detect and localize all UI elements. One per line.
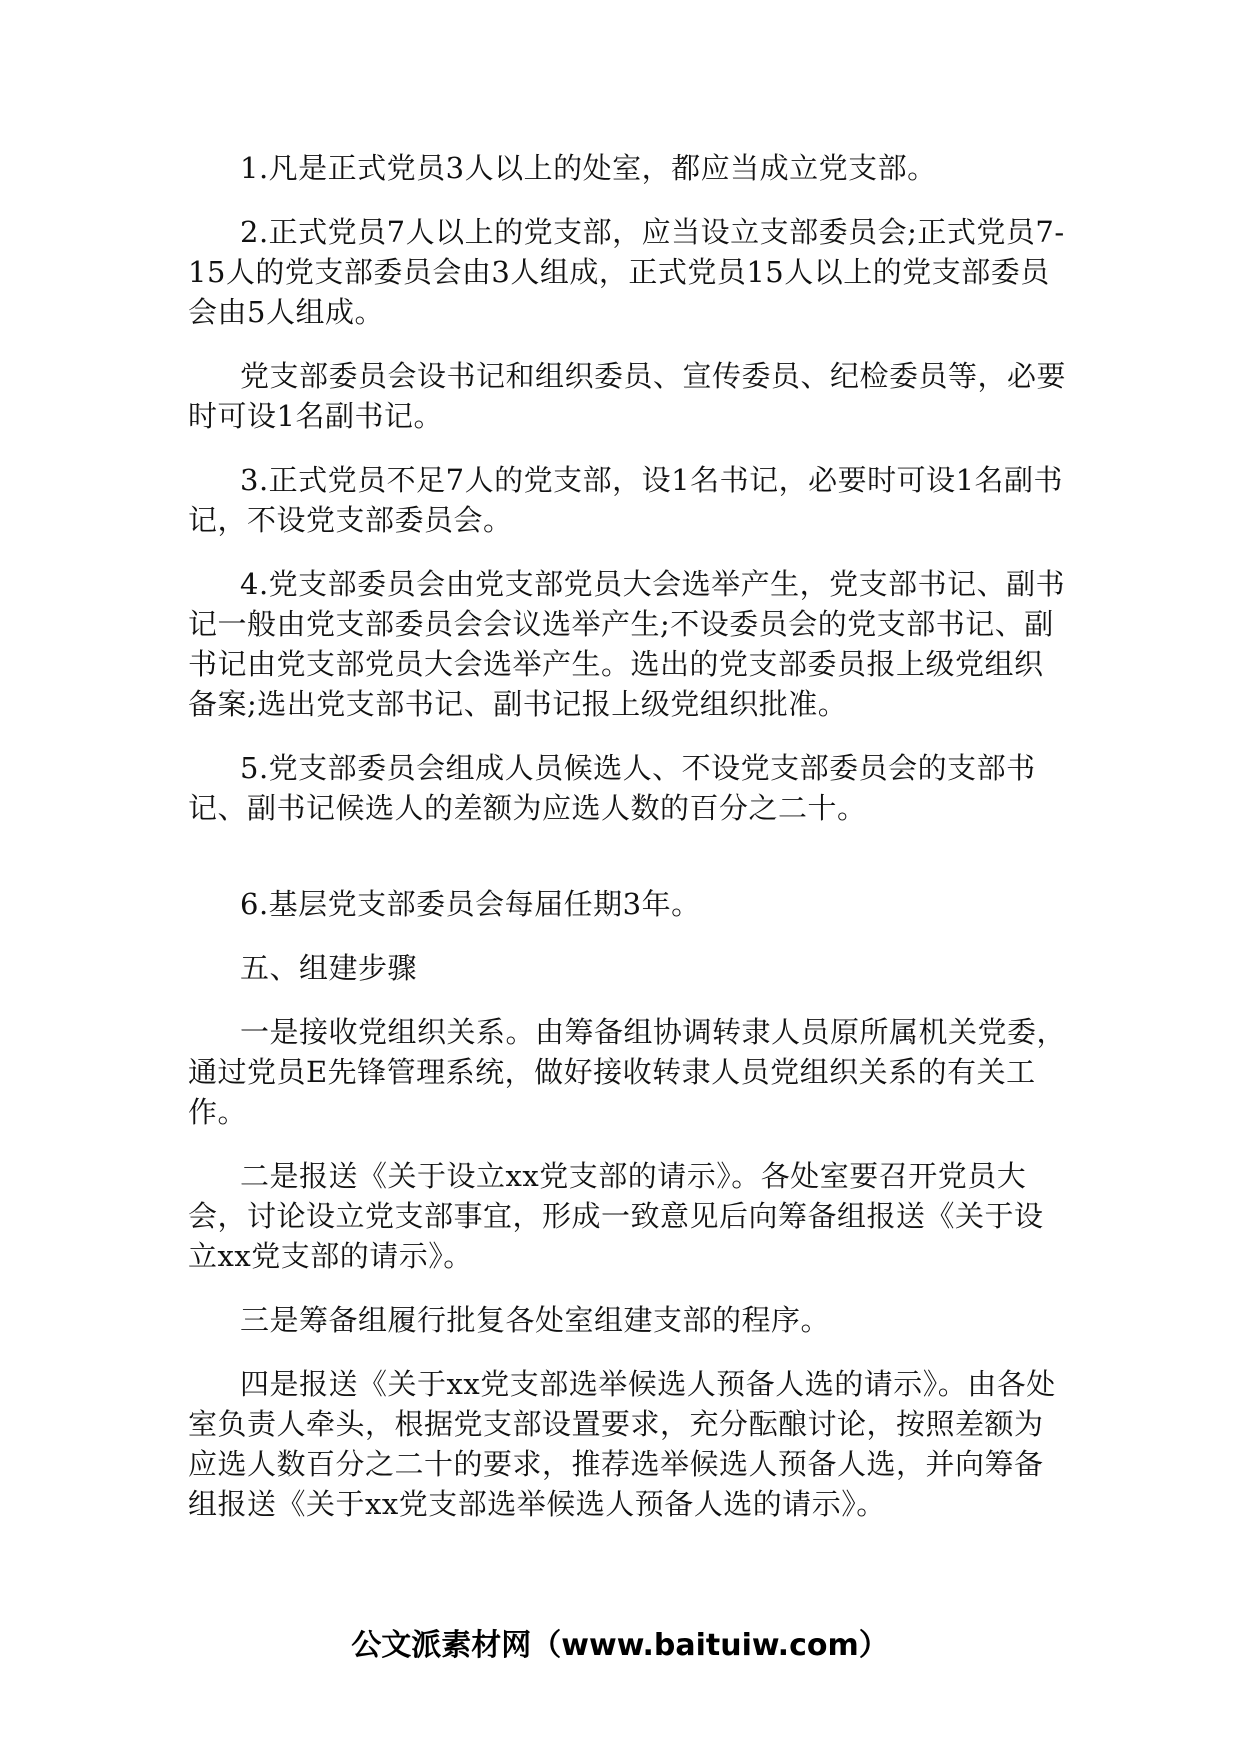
paragraph-5: 4.党支部委员会由党支部党员大会选举产生，党支部书记、副书记一般由党支部委员会会议选举产生;不设委员会的党支部书记、副书记由党支部党员大会选举产生。选出的党支部委员报上级党组织备案;选出党支部书记、副书记报上级党组织批准。 — [188, 567, 1066, 721]
paragraph-10: 三是筹备组履行批复各处室组建支部的程序。 — [240, 1303, 831, 1337]
paragraph-8: 一是接收党组织关系。由筹备组协调转隶人员原所属机关党委，通过党员E先锋管理系统，做好接收转隶人员党组织关系的有关工作。 — [188, 1015, 1067, 1129]
paragraph-9: 二是报送《关于设立xx党支部的请示》。各处室要召开党员大会，讨论设立党支部事宜，形成一致意见后向筹备组报送《关于设立xx党支部的请示》。 — [188, 1159, 1044, 1273]
paragraph-1: 1.凡是正式党员3人以上的处室，都应当成立党支部。 — [240, 151, 937, 185]
paragraph-6: 5.党支部委员会组成人员候选人、不设党支部委员会的支部书记、副书记候选人的差额为应选人数的百分之二十。 — [188, 751, 1036, 825]
section-heading: 五、组建步骤 — [240, 951, 418, 985]
paragraph-2: 2.正式党员7人以上的党支部，应当设立支部委员会;正式党员7-15人的党支部委员会由3人组成，正式党员15人以上的党支部委员会由5人组成。 — [188, 215, 1065, 329]
paragraph-4: 3.正式党员不足7人的党支部，设1名书记，必要时可设1名副书记，不设党支部委员会。 — [188, 463, 1064, 537]
footer-watermark: 公文派素材网（www.baituiw.com） — [351, 1628, 889, 1663]
paragraph-11: 四是报送《关于xx党支部选举候选人预备人选的请示》。由各处室负责人牵头，根据党支部设置要求，充分酝酿讨论，按照差额为应选人数百分之二十的要求，推荐选举候选人预备人选，并向筹备组报送《关于xx党支部选举候选人预备人选的请示》。 — [188, 1367, 1056, 1521]
document-body — [188, 148, 1068, 1548]
paragraph-3: 党支部委员会设书记和组织委员、宣传委员、纪检委员等，必要时可设1名副书记。 — [188, 359, 1067, 433]
paragraph-7: 6.基层党支部委员会每届任期3年。 — [240, 887, 701, 921]
